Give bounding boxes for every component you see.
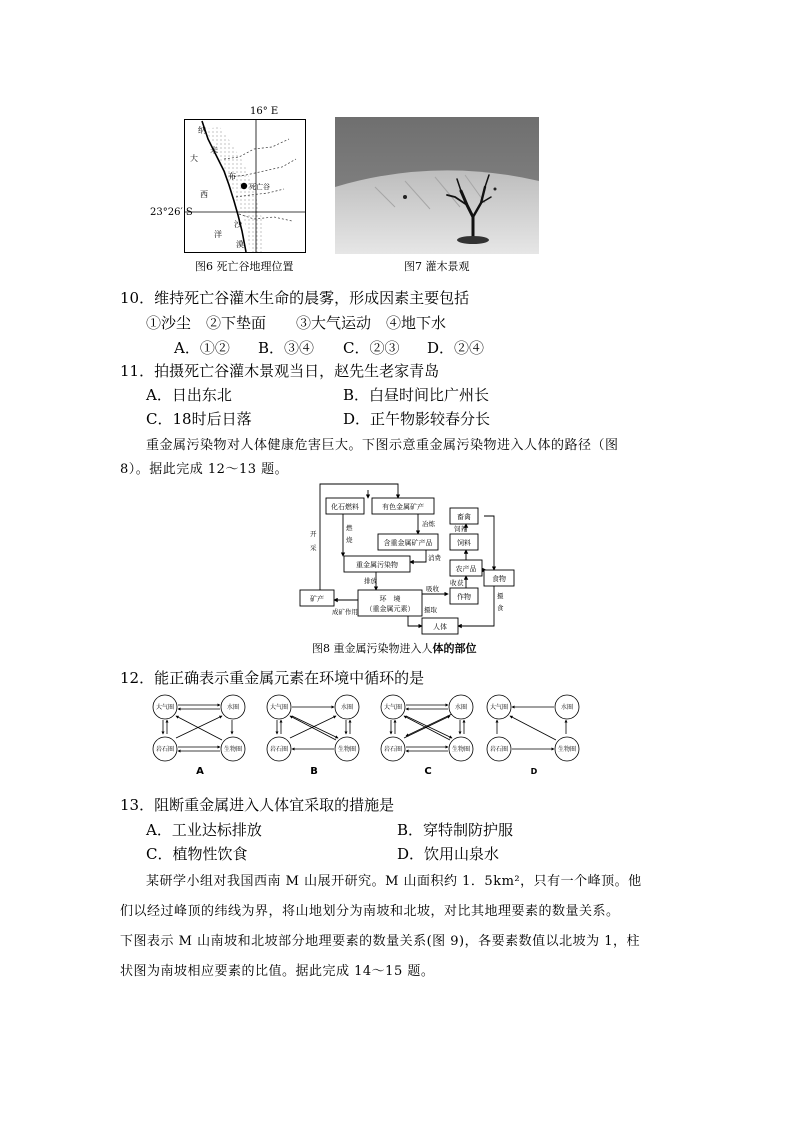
sphere-lithosphere: 岩石圈	[155, 746, 175, 753]
sphere-hydrosphere: 水圈	[340, 704, 354, 711]
node-feed: 饲料	[457, 539, 471, 547]
edge-feed-use: 饲养	[454, 525, 467, 533]
question-12-stem: 12．能正确表示重金属元素在环境中循环的是	[120, 669, 425, 687]
map-label-6: 沙	[234, 220, 242, 229]
cycle-option-d-label: D	[530, 767, 538, 776]
question-13-option-a[interactable]: A．工业达标排放	[146, 821, 262, 839]
figure-8-diagram	[298, 480, 520, 635]
node-environment-sub: （重金属元素）	[365, 605, 415, 613]
sphere-hydrosphere: 水圈	[454, 704, 468, 711]
passage-2-line-4: 状图为南坡相应要素的比值。据此完成 14～15 题。	[120, 964, 435, 979]
question-10-option-b[interactable]: B．③④	[258, 339, 315, 357]
cycle-option-c[interactable]	[380, 694, 476, 778]
question-11-option-c[interactable]: C．18时后日落	[146, 410, 252, 428]
question-13-option-b[interactable]: B．穿特制防护服	[397, 821, 514, 839]
sphere-hydrosphere: 水圈	[560, 704, 574, 711]
sphere-biosphere: 生物圈	[337, 746, 357, 753]
node-pollutant: 重金属污染物	[356, 561, 398, 569]
edge-burn-1: 燃	[346, 524, 353, 532]
node-ore-product: 含重金属矿产品	[383, 539, 433, 547]
passage-2-line-1: 某研学小组对我国西南 M 山展开研究。M 山面积约 1．5km²，只有一个峰顶。他	[146, 874, 642, 889]
edge-emit: 排放	[364, 577, 377, 585]
cycle-option-a[interactable]	[152, 694, 248, 778]
node-human: 人体	[433, 623, 447, 631]
passage-2-line-2: 们以经过峰顶的纬线为界，将山地划分为南坡和北坡，对比其地理要素的数量关系。	[120, 904, 620, 919]
map-label-8: 漠	[236, 240, 244, 249]
question-13-option-c[interactable]: C．植物性饮食	[146, 845, 248, 863]
edge-mining-1: 开	[310, 530, 317, 538]
question-10-option-d[interactable]: D．②④	[427, 339, 485, 357]
sphere-lithosphere: 岩石圈	[489, 746, 509, 753]
question-10-items: ①沙尘 ②下垫面 ③大气运动 ④地下水	[146, 314, 447, 332]
edge-burn-2: 烧	[346, 536, 353, 544]
figure-7-photo	[335, 117, 539, 254]
node-crop: 作物	[457, 593, 471, 601]
question-11-option-a[interactable]: A．日出东北	[146, 386, 232, 404]
map-label-7: 洋	[214, 230, 222, 239]
node-food: 食物	[492, 575, 506, 583]
edge-harvest-2: 获	[457, 579, 464, 587]
cycle-option-b-label: B	[310, 766, 318, 777]
sphere-lithosphere: 岩石圈	[383, 746, 403, 753]
map-longitude-label: 16° E	[250, 106, 279, 117]
figure-8-caption-b: 体的部位	[432, 642, 477, 655]
sphere-biosphere: 生物圈	[557, 746, 577, 753]
passage-1-line-1: 重金属污染物对人体健康危害巨大。下图示意重金属污染物进入人体的路径（图	[146, 438, 619, 453]
question-10-option-c[interactable]: C．②③	[343, 339, 400, 357]
edge-smelt: 冶炼	[422, 520, 435, 528]
map-label-5: 西	[200, 190, 208, 199]
edge-intake: 摄取	[424, 606, 437, 614]
sphere-atmosphere: 大气圈	[155, 704, 175, 711]
figure-8-caption	[312, 640, 477, 656]
node-nonferrous-ore: 有色金属矿产	[382, 503, 424, 511]
map-label-1: 纳	[198, 126, 206, 135]
map-label-3: 大	[190, 154, 198, 163]
node-livestock: 畜禽	[457, 513, 471, 521]
edge-mining-2: 采	[310, 544, 317, 552]
sphere-biosphere: 生物圈	[223, 746, 243, 753]
question-11-option-d[interactable]: D．正午物影较春分长	[343, 410, 491, 428]
map-label-2: 米	[210, 146, 218, 155]
node-fossil-fuel: 化石燃料	[331, 503, 359, 511]
cycle-option-c-label: C	[424, 766, 432, 777]
edge-ore-formation: 成矿作用	[332, 608, 358, 616]
edge-absorb: 吸收	[426, 585, 439, 593]
question-13-stem: 13．阻断重金属进入人体宜采取的措施是	[120, 796, 395, 814]
edge-consume: 消费	[428, 554, 441, 562]
edge-eat-1: 摄	[497, 592, 504, 600]
question-11-option-b[interactable]: B．白昼时间比广州长	[343, 386, 490, 404]
edge-eat-2: 食	[497, 604, 504, 612]
sphere-atmosphere: 大气圈	[383, 704, 403, 711]
map-label-4: 布	[228, 172, 236, 181]
question-10-stem: 10．维持死亡谷灌木生命的晨雾，形成因素主要包括	[120, 289, 470, 307]
figure-6-caption: 图6 死亡谷地理位置	[195, 260, 294, 273]
sphere-biosphere: 生物圈	[451, 746, 471, 753]
node-agri-product: 农产品	[455, 565, 477, 573]
cycle-option-a-label: A	[196, 766, 204, 777]
passage-2-line-3: 下图表示 M 山南坡和北坡部分地理要素的数量关系(图 9)，各要素数值以北坡为 1，柱	[120, 934, 641, 949]
map-place-label: 死亡谷	[249, 183, 270, 191]
passage-1-line-2: 8）。据此完成 12～13 题。	[120, 462, 289, 477]
question-11-stem: 11．拍摄死亡谷灌木景观当日，赵先生老家青岛	[120, 362, 440, 380]
sphere-lithosphere: 岩石圈	[269, 746, 289, 753]
question-13-option-d[interactable]: D．饮用山泉水	[397, 845, 500, 863]
question-10-option-a[interactable]: A．①②	[174, 339, 230, 357]
sphere-hydrosphere: 水圈	[226, 704, 240, 711]
map-latitude-label: 23°26′ S	[150, 207, 193, 218]
figure-7-caption: 图7 灌木景观	[404, 260, 470, 273]
figure-6-map	[184, 119, 306, 253]
cycle-option-d[interactable]	[486, 694, 582, 778]
node-environment: 环 境	[379, 595, 401, 603]
figure-8-caption-a: 图8 重金属污染物进入人	[312, 642, 433, 655]
cycle-option-b[interactable]	[266, 694, 362, 778]
sphere-atmosphere: 大气圈	[489, 704, 509, 711]
node-mine: 矿产	[310, 595, 324, 603]
sphere-atmosphere: 大气圈	[269, 704, 289, 711]
edge-harvest-1: 收	[450, 579, 457, 587]
